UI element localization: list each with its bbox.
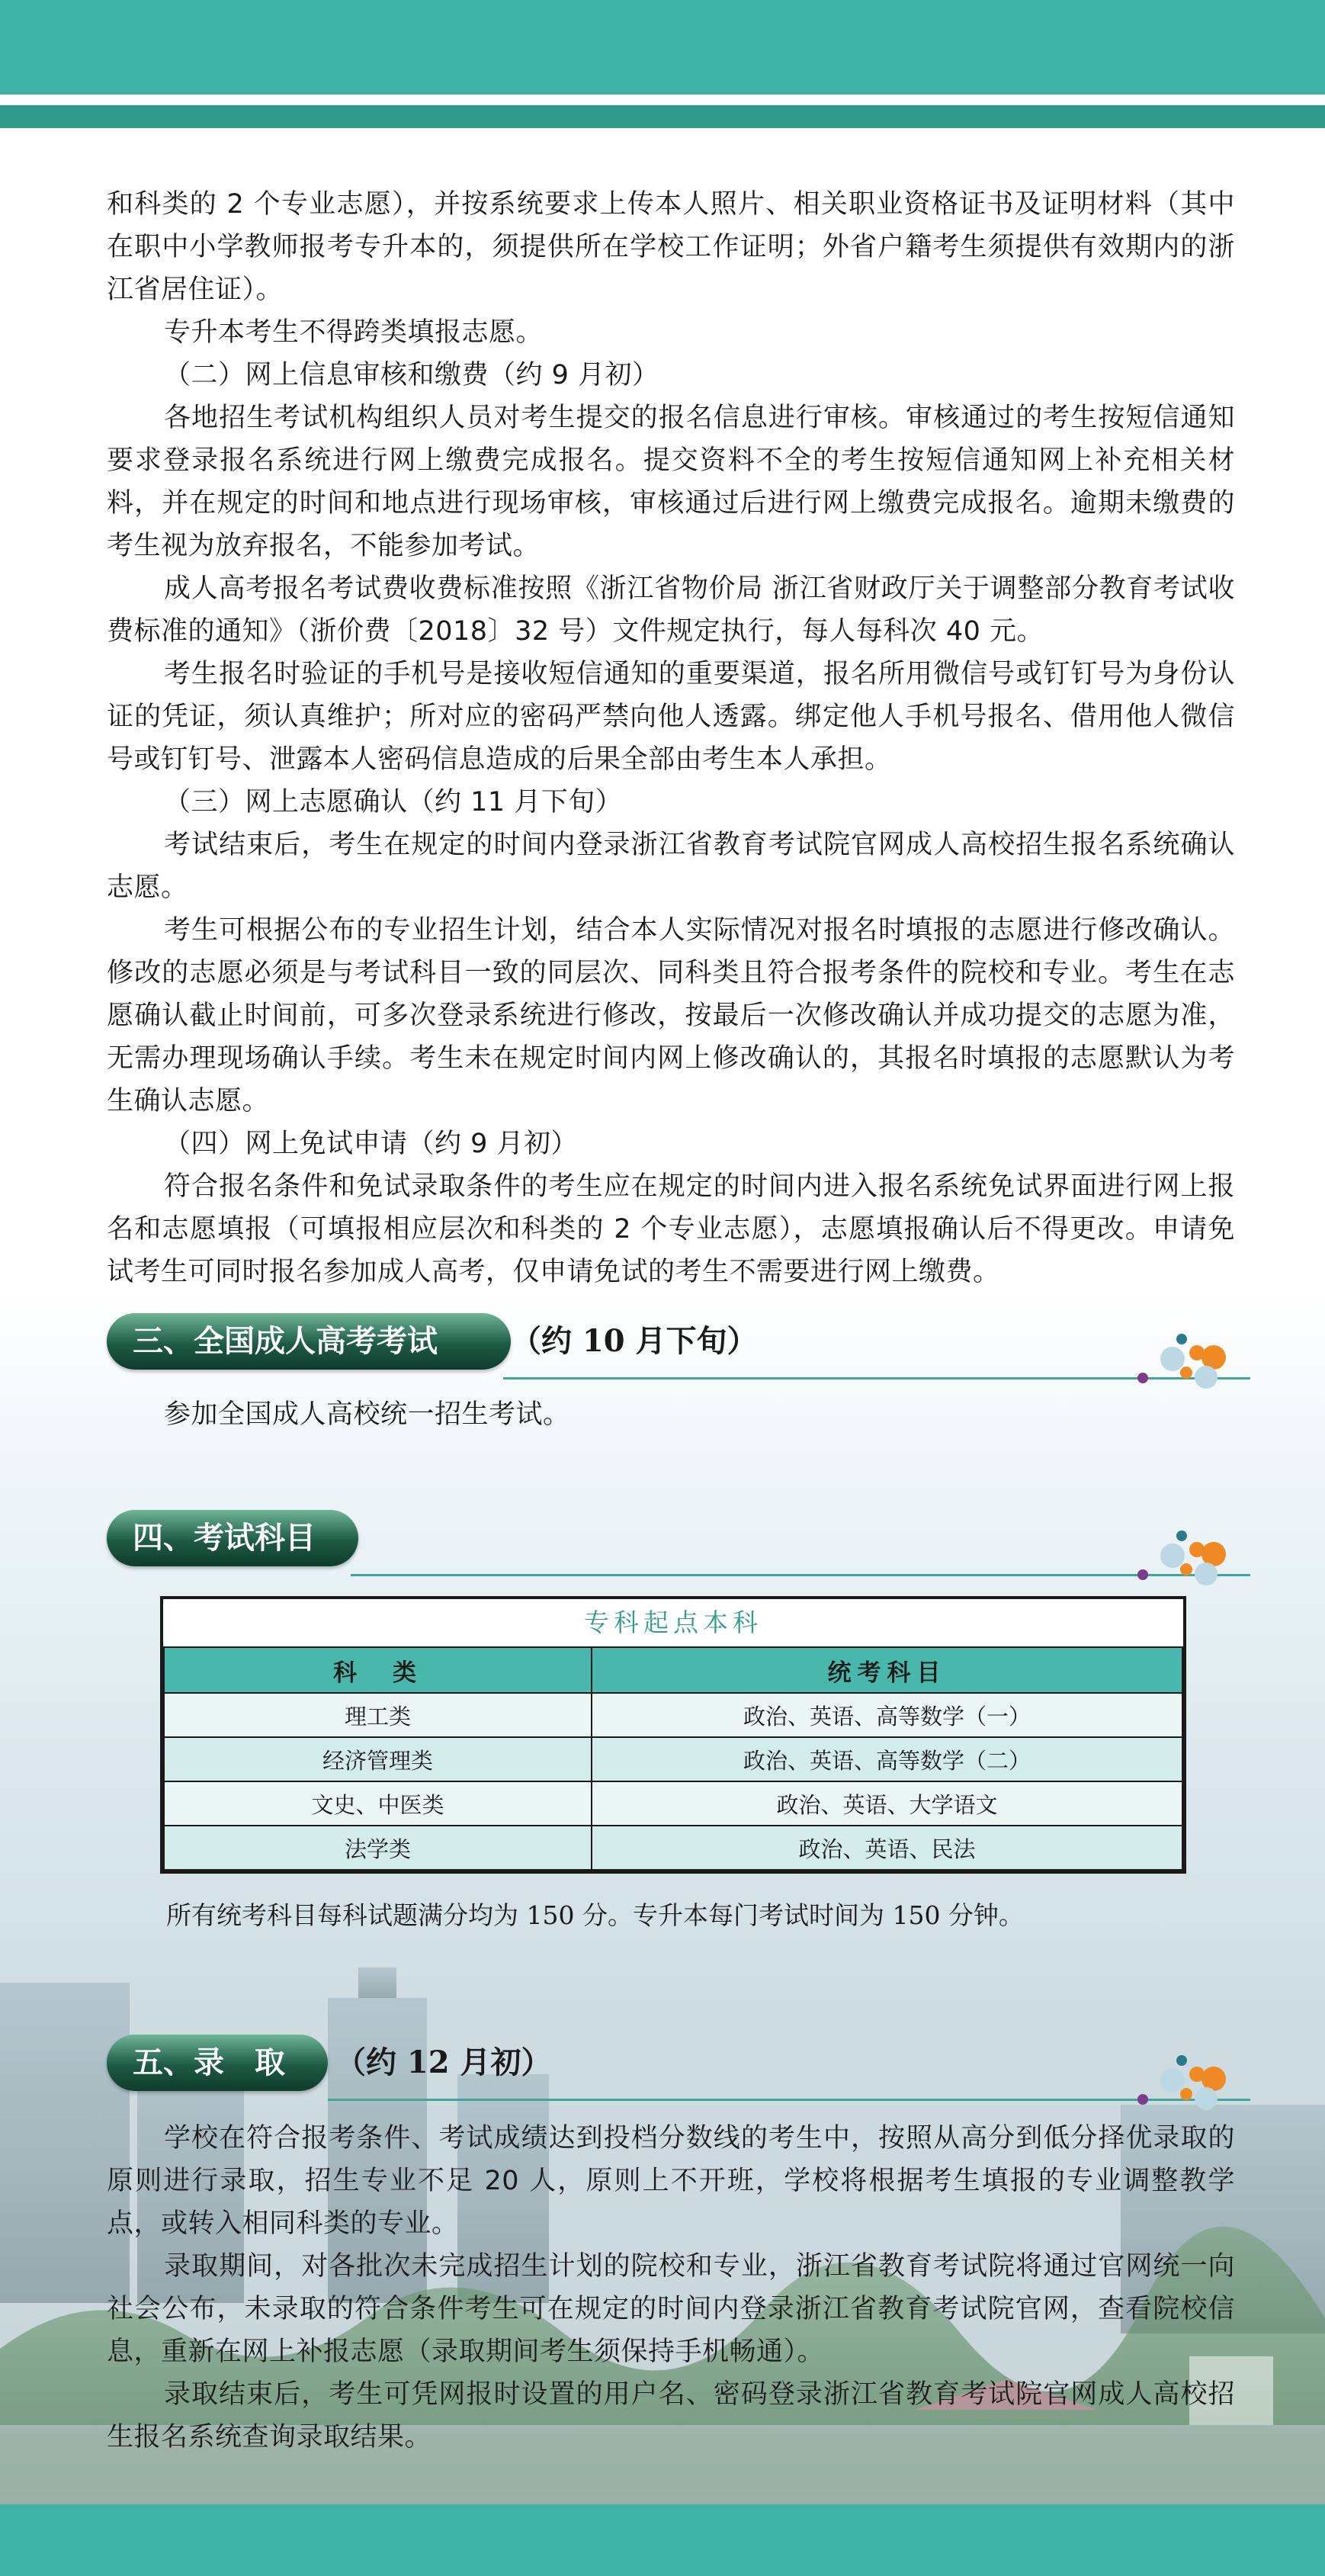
table-row — [164, 1781, 1182, 1826]
subsection-title: （二）网上信息审核和缴费（约 9 月初） — [164, 360, 659, 390]
subsection-title: （四）网上免试申请（约 9 月初） — [164, 1129, 579, 1159]
top-banner — [0, 0, 1325, 95]
paragraph: 考试结束后，考生在规定的时间内登录浙江省教育考试院官网成人高校招生报名系统确认志愿。 — [107, 830, 1235, 903]
paragraph: 录取期间，对各批次未完成招生计划的院校和专业，浙江省教育考试院将通过官网统一向社会公布，未录取的符合条件考生可在规定的时间内登录浙江省教育考试院官网，查看院校信息，重新在网上补报志愿（录取期间考生须保持手机畅通）。 — [107, 2251, 1235, 2367]
section5-header — [107, 2035, 1235, 2103]
table-cell: 政治、英语、大学语文 — [592, 1781, 1182, 1826]
section5-body — [107, 2117, 1235, 2459]
header-dot-icon — [1137, 2094, 1148, 2105]
table-row — [164, 1737, 1182, 1781]
top-divider — [0, 95, 1325, 105]
exam-note: 所有统考科目每科试题满分均为 150 分。专升本每门考试时间为 150 分钟。 — [166, 1900, 1024, 1930]
section3-header — [107, 1313, 1235, 1382]
section-title: 五、录 取 — [133, 2045, 285, 2080]
table-cell: 文史、中医类 — [164, 1781, 592, 1826]
paragraph: 各地招生考试机构组织人员对考生提交的报名信息进行审核。审核通过的考生按短信通知要求登录报名系统进行网上缴费完成报名。提交资料不全的考生按短信通知网上补充相关材料，并在规定的时间和地点进行现场审核，审核通过后进行网上缴费完成报名。逾期未缴费的考生视为放弃报名，不能参加考试。 — [107, 403, 1235, 561]
table-cell: 政治、英语、民法 — [592, 1826, 1182, 1870]
paragraph: 参加全国成人高校统一招生考试。 — [164, 1399, 570, 1430]
table-header: 统考科目 — [592, 1647, 1182, 1693]
header-dot-icon — [1137, 1373, 1148, 1383]
header-divider — [351, 1574, 1250, 1576]
section-subtitle: （约 10 月下旬） — [511, 1323, 758, 1359]
paragraph: 成人高考报名考试费收费标准按照《浙江省物价局 浙江省财政厅关于调整部分教育考试收费标准的通知》（浙价费〔2018〕32 号）文件规定执行，每人每科次 40 元。 — [107, 573, 1235, 647]
table-caption: 专科起点本科 — [163, 1599, 1183, 1646]
section-title-pill — [107, 1313, 511, 1370]
paragraph: 和科类的 2 个专业志愿），并按系统要求上传本人照片、相关职业资格证书及证明材料（其中在职中小学教师报考专升本的，须提供所在学校工作证明；外省户籍考生须提供有效期内的浙江省居住证）。 — [107, 189, 1235, 305]
top-stripe — [0, 105, 1325, 128]
paragraph: 学校在符合报考条件、考试成绩达到投档分数线的考生中，按照从高分到低分择优录取的原则进行录取，招生专业不足 20 人，原则上不开班，学校将根据考生填报的专业调整教学点，或转入相同科类的专业。 — [107, 2123, 1235, 2239]
section-title-pill — [107, 2035, 328, 2091]
table-row — [164, 1693, 1182, 1737]
header-divider — [328, 2099, 1250, 2101]
header-dot-icon — [1137, 1569, 1148, 1580]
table-cell: 理工类 — [164, 1693, 592, 1737]
table-row — [164, 1826, 1182, 1870]
bottom-banner — [0, 2504, 1325, 2576]
table-cell: 经济管理类 — [164, 1737, 592, 1781]
table-cell: 政治、英语、高等数学（一） — [592, 1693, 1182, 1737]
section-title: 三、全国成人高考考试 — [133, 1324, 438, 1359]
paragraph: 考生可根据公布的专业招生计划，结合本人实际情况对报名时填报的志愿进行修改确认。修改的志愿必须是与考试科目一致的同层次、同科类且符合报考条件的院校和专业。考生在志愿确认截止时间前，可多次登录系统进行修改，按最后一次修改确认并成功提交的志愿为准，无需办理现场确认手续。考生未在规定时间内网上修改确认的，其报名时填报的志愿默认为考生确认志愿。 — [107, 915, 1235, 1116]
section-subtitle: （约 12 月初） — [335, 2044, 552, 2080]
bubbles-icon — [1159, 1327, 1243, 1396]
section4-header — [107, 1510, 1235, 1579]
section2-continuation — [107, 183, 1235, 1293]
paragraph: 录取结束后，考生可凭网报时设置的用户名、密码登录浙江省教育考试院官网成人高校招生报名系统查询录取结果。 — [107, 2379, 1235, 2452]
subjects-table — [163, 1646, 1183, 1871]
bubbles-icon — [1159, 2048, 1243, 2117]
table-cell: 法学类 — [164, 1826, 592, 1870]
table-header: 科 类 — [164, 1647, 592, 1693]
section-title-pill — [107, 1510, 358, 1566]
table-cell: 政治、英语、高等数学（二） — [592, 1737, 1182, 1781]
paragraph: 符合报名条件和免试录取条件的考生应在规定的时间内进入报名系统免试界面进行网上报名和志愿填报（可填报相应层次和科类的 2 个专业志愿），志愿填报确认后不得更改。申请免试考生可同时报名参加成人高考，仅申请免试的考生不需要进行网上缴费。 — [107, 1171, 1235, 1287]
bubbles-icon — [1159, 1524, 1243, 1592]
paragraph: 考生报名时验证的手机号是接收短信通知的重要渠道，报名所用微信号或钉钉号为身份认证的凭证，须认真维护；所对应的密码严禁向他人透露。绑定他人手机号报名、借用他人微信号或钉钉号、泄露本人密码信息造成的后果全部由考生本人承担。 — [107, 659, 1235, 775]
paragraph: 专升本考生不得跨类填报志愿。 — [164, 317, 544, 348]
subsection-title: （三）网上志愿确认（约 11 月下旬） — [164, 787, 623, 817]
section-title: 四、考试科目 — [133, 1521, 316, 1556]
exam-subjects-table — [160, 1596, 1186, 1874]
